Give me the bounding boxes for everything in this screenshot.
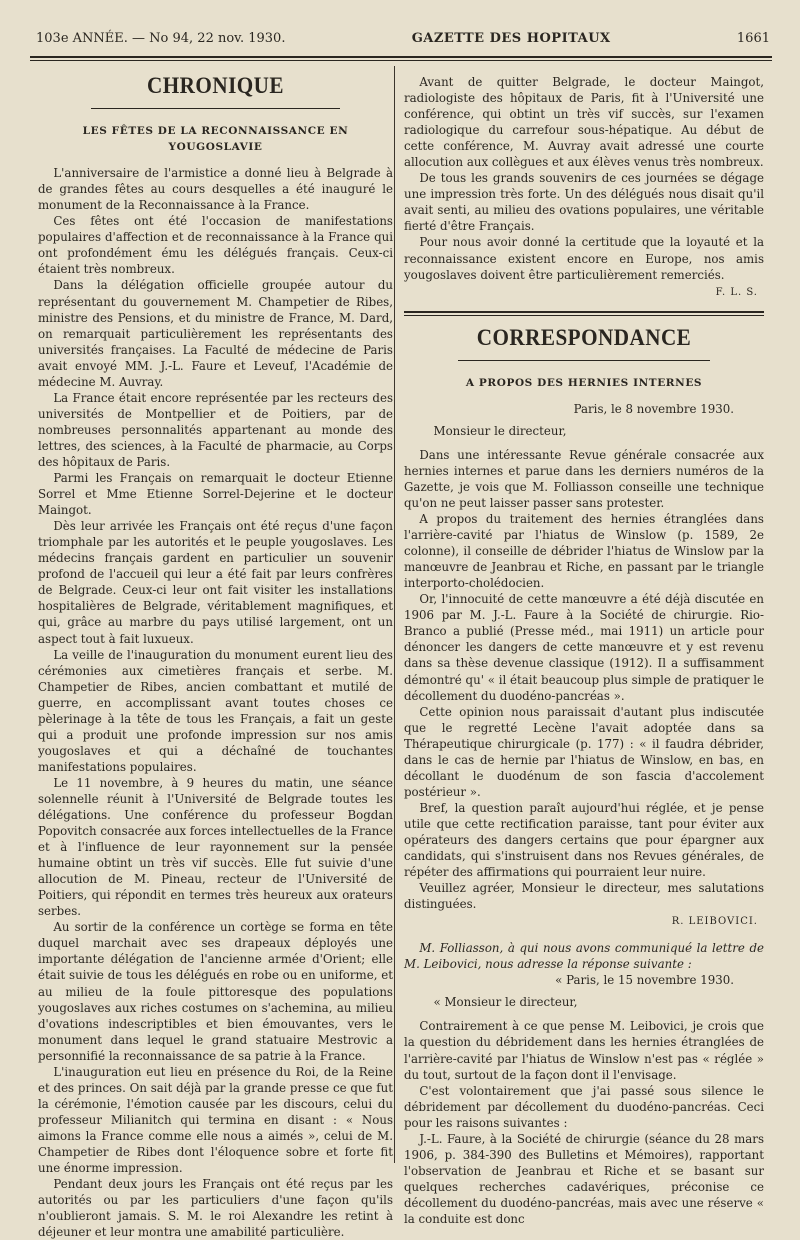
paragraph: Le 11 novembre, à 9 heures du matin, une séance solennelle réunit à l'Université de Belgrade toutes les délégations. Une conférence du professeur Bogdan Popovitch consacrée aux forces intellectuelles de la France et à l'influence de leur rayonnement sur la pensée humaine obtint un très vif succès. Elle fut suivie d'une allocution de M. Pineau, recteur de l'Université de Poitiers, qui répondit en termes très heureux aux orateurs serbes.	[38, 775, 393, 919]
letter-signature: R. LEIBOVICI.	[671, 916, 758, 928]
paragraph: Dans une intéressante Revue générale consacrée aux hernies internes et parue dans les derniers numéros de la Gazette, je vois que M. Folliasson conseille une technique qu'on ne peut laisser passer sans protester.	[404, 447, 764, 510]
chronique-title: CHRONIQUE	[147, 73, 284, 98]
title-rule	[458, 360, 710, 361]
paragraph: A propos du traitement des hernies étranglées dans l'arrière-cavité par l'hiatus de Winslow (p. 1589, 2e colonne), il conseille de débrider l'hiatus de Winslow par la manœuvre de Jeanbrau et Riche, en passant par le triangle interporto-cholédocien.	[404, 512, 764, 591]
paragraph: Dès leur arrivée les Français ont été reçus d'une façon triomphale par les autorités et le peuple yougoslaves. Les médecins français gardent en particulier un souvenir profond de l'accueil qui leur a été fait par leurs confrères de Belgrade. Ceux-ci leur ont fait visiter les installations hospitalières de Belgrade, véritablement magnifiques, et qui, grâce au marbre du pays utilisé largement, ont un aspect tout à fait luxueux.	[38, 519, 393, 646]
left-column	[38, 74, 393, 1240]
paragraph: Pour nous avoir donné la certitude que la loyauté et la reconnaissance existent encore en Europe, nos amis yougoslaves doivent être particulièrement remerciés.	[404, 235, 764, 282]
salutation: « Monsieur le directeur,	[433, 995, 578, 1010]
issue-line: 103e ANNÉE. — No 94, 22 nov. 1930.	[36, 30, 286, 46]
right-column	[404, 74, 764, 1227]
paragraph: Contrairement à ce que pense M. Leibovici, je crois que la question du débridement dans les hernies étranglées de l'arrière-cavité par l'hiatus de Winslow n'est pas « réglée » du tout, surtout de la façon dont il l'envisage.	[404, 1019, 764, 1082]
chronique-subhead: LES FÊTES DE LA RECONNAISSANCE EN YOUGOSLAVIE	[82, 125, 349, 154]
paragraph: Cette opinion nous paraissait d'autant plus indiscutée que le regretté Lecène l'avait adoptée dans sa Thérapeutique chirurgicale (p. 177) : « il faudra débrider, dans le cas de hernie par l'hiatus de Winslow, en bas, en décollant le duodénum de son fascia d'accolement postérieur ».	[404, 704, 764, 799]
chronique-signature: F. L. S.	[715, 286, 758, 298]
paragraph: Parmi les Français on remarquait le docteur Etienne Sorrel et Mme Etienne Sorrel-Dejerine et le docteur Maingot.	[38, 471, 393, 518]
paragraph: J.-L. Faure, à la Société de chirurgie (séance du 28 mars 1906, p. 384-390 des Bulletins et Mémoires), rapportant l'observation de Jeanbrau et Riche et se basant sur quelques recherches cadavériques, préconise ce décollement du duodéno-pancréas, mais avec une réserve « la conduite est donc	[404, 1131, 764, 1226]
page-header	[36, 28, 770, 48]
publication-title: GAZETTE DES HOPITAUX	[411, 30, 611, 46]
paragraph: Bref, la question paraît aujourd'hui réglée, et je pense utile que cette rectification paraisse, tant pour éviter aux opérateurs des dangers certains que pour épargner aux candidats, qui s'instruisent dans nos Revues générales, de répéter des affirmations qui pourraient leur nuire.	[404, 800, 764, 880]
correspondance-title: CORRESPONDANCE	[476, 324, 692, 350]
dateline: Paris, le 8 novembre 1930.	[573, 401, 734, 416]
title-rule	[91, 108, 340, 109]
header-rule	[30, 56, 772, 61]
paragraph: Ces fêtes ont été l'occasion de manifestations populaires d'affection et de reconnaissance à la France qui ont profondément ému les délégués français. Ceux-ci étaient très nombreux.	[38, 214, 393, 277]
paragraph: De tous les grands souvenirs de ces journées se dégage une impression très forte. Un des délégués nous disait qu'il avait senti, au milieu des ovations populaires, une véritable fierté d'être Français.	[404, 171, 764, 234]
correspondance-subhead: A PROPOS DES HERNIES INTERNES	[465, 376, 703, 389]
column-divider	[394, 66, 395, 1163]
paragraph: Veuillez agréer, Monsieur le directeur, mes salutations distinguées.	[404, 881, 764, 912]
paragraph: Pendant deux jours les Français ont été reçus par les autorités ou par les particuliers d'une façon qu'ils n'oublieront jamais. S. M. le roi Alexandre les retint à déjeuner et leur montra une amabilité particulière.	[38, 1177, 393, 1240]
paragraph: L'anniversaire de l'armistice a donné lieu à Belgrade à de grandes fêtes au cours desquelles a été inauguré le monument de la Reconnaissance à la France.	[38, 166, 393, 213]
paragraph: C'est volontairement que j'ai passé sous silence le débridement par décollement du duodéno-pancréas. Ceci pour les raisons suivantes :	[404, 1083, 764, 1130]
paragraph: Au sortir de la conférence un cortège se forma en tête duquel marchait avec ses drapeaux déployés une importante délégation de l'ancienne armée d'Orient; elle était suivie de tous les délégués en robe ou en uniforme, et au milieu de la foule pittoresque des populations yougoslaves aux riches costumes on s'achemina, au milieu d'ovations indescriptibles et bien émouvantes, vers le monument dans lequel le grand statuaire Mestrovic a personnifié la reconnaissance de sa patrie à la France.	[38, 920, 393, 1063]
dateline: « Paris, le 15 novembre 1930.	[555, 973, 734, 988]
paragraph: Or, l'innocuité de cette manœuvre a été déjà discutée en 1906 par M. J.-L. Faure à la Société de chirurgie. Rio-Branco a publié (Presse méd., mai 1911) un article pour dénoncer les dangers de cette manœuvre et y est revenu dans sa thèse devenue classique (1912). Il a suffisamment démontré qu' « il était beaucoup plus simple de pratiquer le décollement du duodéno-pancréas ».	[404, 592, 764, 703]
editor-note: M. Folliasson, à qui nous avons communiqué la lettre de M. Leibovici, nous adresse la réponse suivante :	[404, 941, 764, 972]
paragraph: Avant de quitter Belgrade, le docteur Maingot, radiologiste des hôpitaux de Paris, fit à l'Université une conférence, qui obtint un très vif succès, sur l'examen radiologique du carrefour sous-hépatique. Au début de cette conférence, M. Auvray avait adressé une courte allocution aux collègues et aux élèves venus très nombreux.	[404, 75, 764, 170]
salutation: Monsieur le directeur,	[433, 423, 567, 438]
paragraph: Dans la délégation officielle groupée autour du représentant du gouvernement M. Champetier de Ribes, ministre des Pensions, et du ministre de France, M. Dard, on remarquait particulièrement les représentants des universités françaises. La Faculté de médecine de Paris avait envoyé MM. J.-L. Faure et Leveuf, l'Académie de médecine M. Auvray.	[38, 278, 393, 389]
section-rule	[404, 311, 764, 316]
paragraph: La veille de l'inauguration du monument eurent lieu des cérémonies aux cimetières français et serbe. M. Champetier de Ribes, ancien combattant et mutilé de guerre, en accomplissant avant toutes choses ce pèlerinage à la tête de tous les Français, a fait un geste qui a produit une profonde impression sur nos amis yougoslaves et qui a déchaîné de touchantes manifestations populaires.	[38, 647, 393, 774]
paragraph: L'inauguration eut lieu en présence du Roi, de la Reine et des princes. On sait déjà par la grande presse ce que fut la cérémonie, l'émotion causée par les discours, celui du professeur Milianitch qui termina en disant : « Nous aimons la France comme elle nous a aimés », celui de M. Champetier de Ribes dont l'éloquence sobre et forte fit une énorme impression.	[38, 1064, 393, 1176]
paragraph: La France était encore représentée par les recteurs des universités de Montpellier et de Poitiers, par de nombreuses personnalités appartenant au monde des lettres, des sciences, à la Faculté de pharmacie, au Corps des hôpitaux de Paris.	[38, 390, 393, 469]
page-number: 1661	[736, 30, 770, 46]
